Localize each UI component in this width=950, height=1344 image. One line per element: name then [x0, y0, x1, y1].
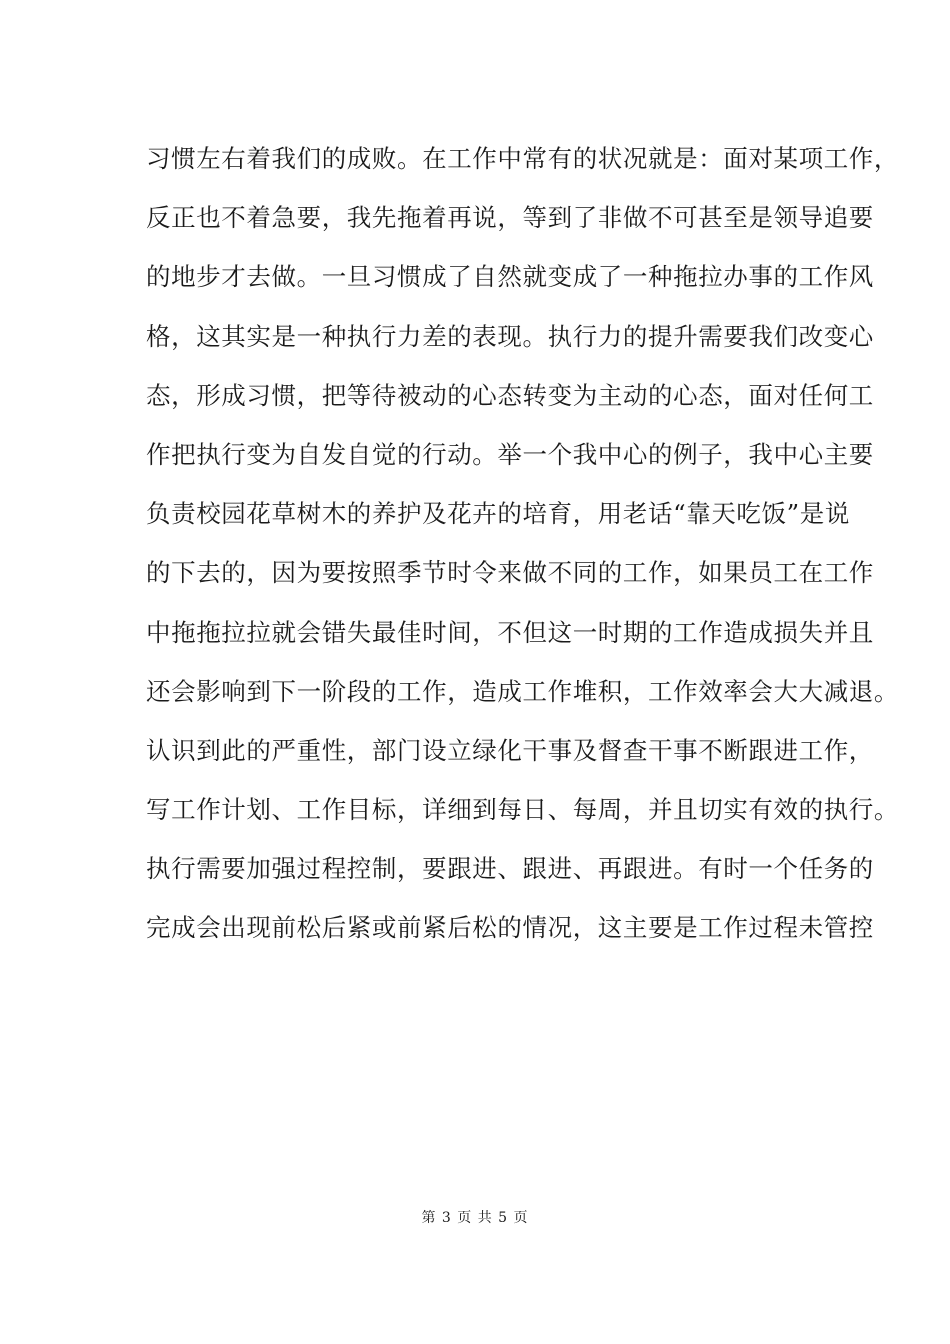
text-line: 习惯左右着我们的成败。在工作中常有的状况就是：面对某项工作， — [146, 144, 899, 173]
text-line: 的下去的，因为要按照季节时令来做不同的工作，如果员工在工作 — [146, 558, 874, 588]
page-footer: 第 3 页 共 5 页 — [421, 1210, 529, 1226]
text-line: 反正也不着急要，我先拖着再说，等到了非做不可甚至是领导追要 — [146, 203, 874, 233]
text-line: 写工作计划、工作目标，详细到每日、每周，并且切实有效的执行。 — [146, 795, 899, 825]
text-line: 态，形成习惯，把等待被动的心态转变为主动的心态，面对任何工 — [146, 380, 874, 410]
text-line: 中拖拖拉拉就会错失最佳时间，不但这一时期的工作造成损失并且 — [146, 617, 874, 647]
text-line: 完成会出现前松后紧或前紧后松的情况，这主要是工作过程未管控 — [146, 913, 874, 943]
body-text — [146, 130, 899, 959]
text-line: 还会影响到下一阶段的工作，造成工作堆积，工作效率会大大减退。 — [146, 676, 899, 706]
text-line: 的地步才去做。一旦习惯成了自然就变成了一种拖拉办事的工作风 — [146, 262, 874, 292]
text-line: 作把执行变为自发自觉的行动。举一个我中心的例子，我中心主要 — [146, 439, 874, 469]
text-line: 执行需要加强过程控制，要跟进、跟进、再跟进。有时一个任务的 — [146, 854, 874, 884]
text-line: 格，这其实是一种执行力差的表现。执行力的提升需要我们改变心 — [146, 321, 874, 351]
text-line: 负责校园花草树木的养护及花卉的培育，用老话“靠天吃饭”是说 — [146, 499, 850, 529]
text-line: 认识到此的严重性，部门设立绿化干事及督查干事不断跟进工作， — [146, 735, 874, 765]
